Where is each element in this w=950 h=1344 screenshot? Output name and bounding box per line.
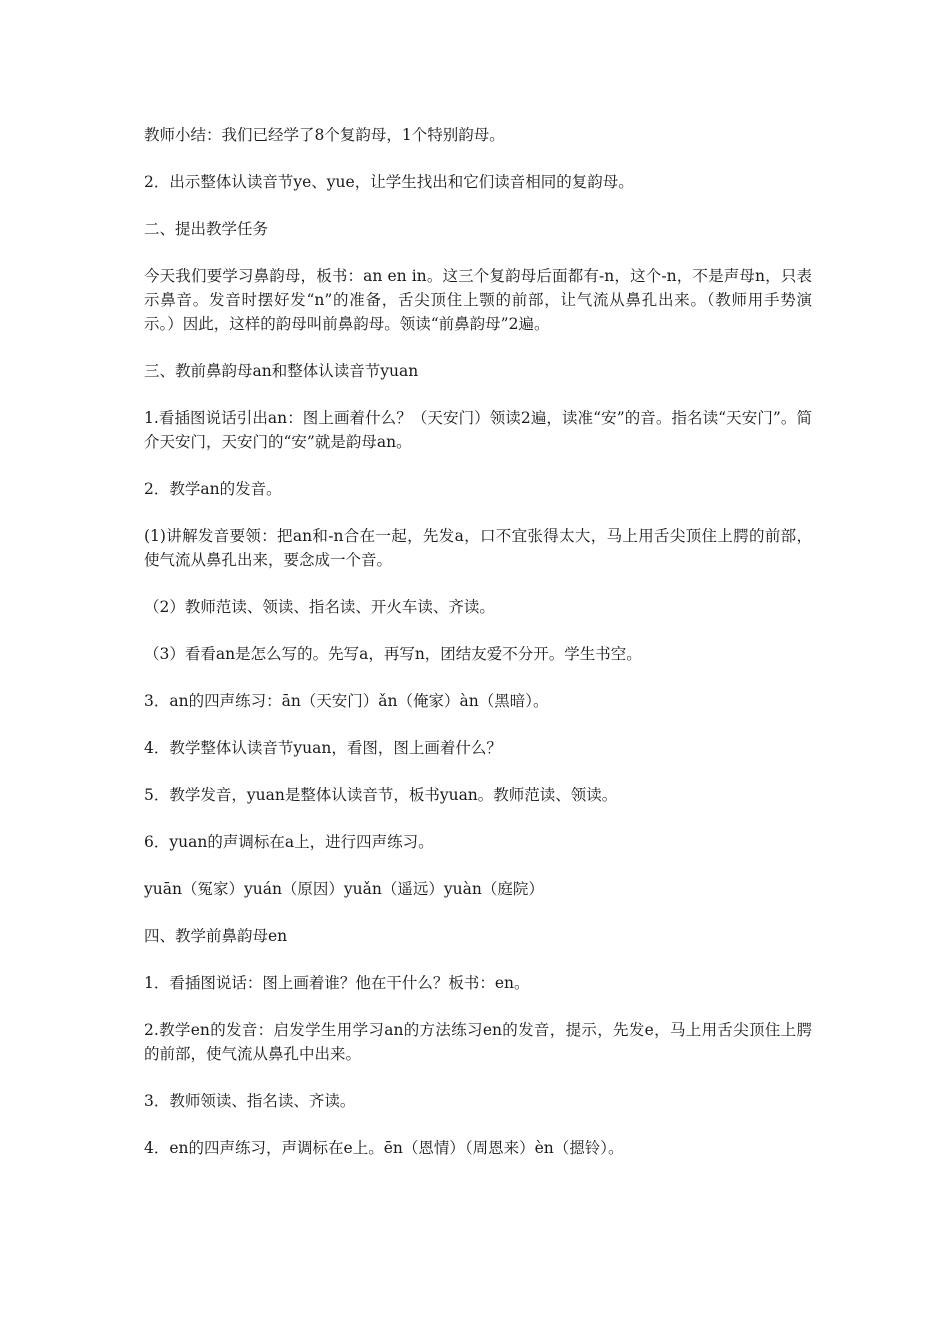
paragraph-an-tips: (1)讲解发音要领：把an和-n合在一起，先发a，口不宜张得太大，马上用舌尖顶住上腭的前部，使气流从鼻孔出来，要念成一个音。 [144,527,812,569]
paragraph-en-picture: 1．看插图说话：图上画着谁？他在干什么？板书：en。 [144,974,530,992]
section-heading-3: 三、教前鼻韵母an和整体认读音节yuan [144,362,419,380]
paragraph-en-pronunciation: 2.教学en的发音：启发学生用学习an的方法练习en的发音，提示，先发e，马上用舌尖顶住上腭的前部，使气流从鼻孔中出来。 [144,1021,812,1063]
paragraph-yuan-tone: 6．yuan的声调标在a上，进行四声练习。 [144,833,434,851]
paragraph-an-writing: （3）看看an是怎么写的。先写a，再写n，团结友爱不分开。学生书空。 [144,645,642,663]
paragraph-an-tones: 3．an的四声练习：ān（天安门）ǎn（俺家）àn（黑暗）。 [144,692,549,710]
paragraph-an-pronunciation: 2．教学an的发音。 [144,480,282,498]
section-heading-4: 四、教学前鼻韵母en [144,927,288,945]
paragraph-yuan-picture: 4．教学整体认读音节yuan，看图，图上画着什么？ [144,739,502,757]
paragraph-en-reading: 3．教师领读、指名读、齐读。 [144,1092,356,1110]
paragraph-an-picture: 1.看插图说话引出an：图上画着什么？（天安门）领读2遍，读准“安”的音。指名读“天安门”。简介天安门，天安门的“安”就是韵母an。 [144,409,812,451]
paragraph-en-tones: 4．en的四声练习，声调标在e上。ēn（恩情）（周恩来）èn（摁铃）。 [144,1139,624,1157]
paragraph-ye-yue: 2．出示整体认读音节ye、yue，让学生找出和它们读音相同的复韵母。 [144,173,634,191]
paragraph-nasal-finals-intro: 今天我们要学习鼻韵母，板书：an en in。这三个复韵母后面都有-n，这个-n，不是声母n，只表示鼻音。发音时摆好发“n”的准备，舌尖顶住上颚的前部，让气流从鼻孔出来。（教师用手势演示。）因此，这样的韵母叫前鼻韵母。领读“前鼻韵母”2遍。 [144,267,812,333]
paragraph-yuan-examples: yuān（冤家）yuán（原因）yuǎn（遥远）yuàn（庭院） [144,880,544,898]
section-heading-2: 二、提出教学任务 [144,220,269,238]
paragraph-yuan-pronunciation: 5．教学发音，yuan是整体认读音节，板书yuan。教师范读、领读。 [144,786,618,804]
paragraph-an-reading: （2）教师范读、领读、指名读、开火车读、齐读。 [144,598,495,616]
document-page [144,123,812,1183]
paragraph-teacher-summary: 教师小结：我们已经学了8个复韵母，1个特别韵母。 [144,126,505,144]
